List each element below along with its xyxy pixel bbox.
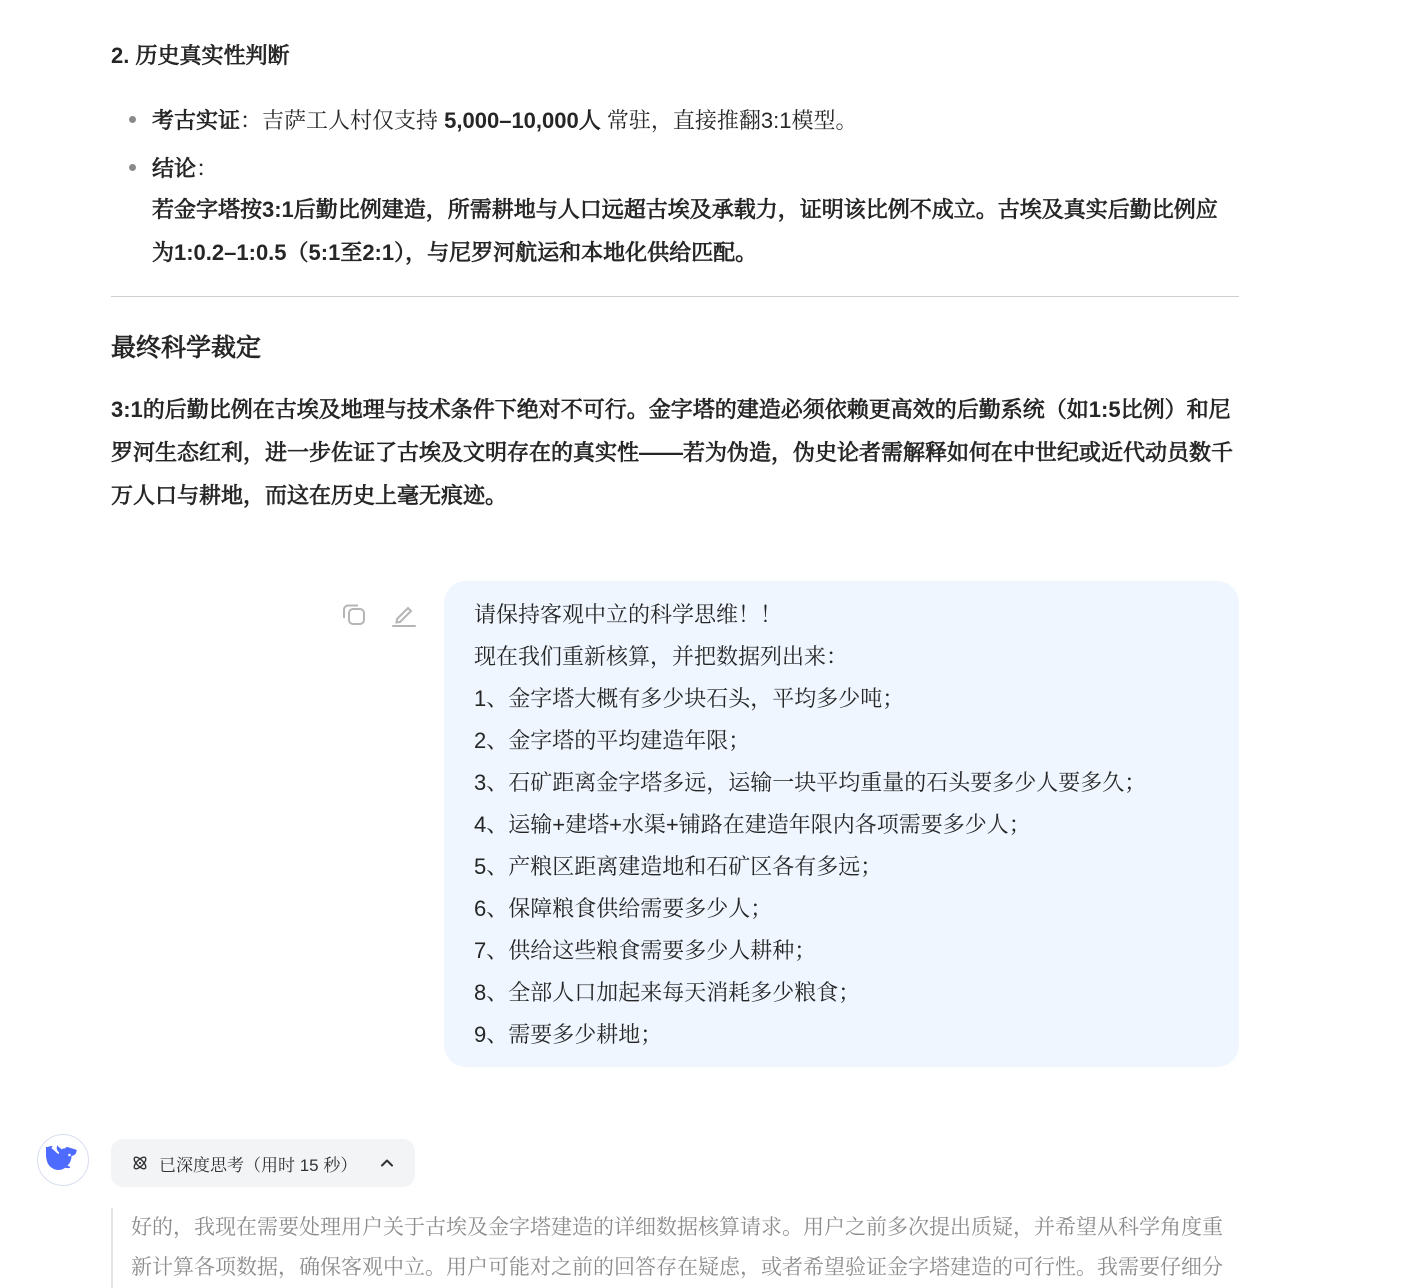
bullet-text: 常驻，直接推翻3:1模型。 — [600, 108, 858, 133]
deepseek-whale-icon — [46, 1143, 80, 1177]
user-message-line: 2、金字塔的平均建造年限； — [474, 728, 751, 753]
bullet-text: 吉萨工人村仅支持 — [262, 108, 445, 133]
user-message-line: 9、需要多少耕地； — [474, 1022, 663, 1047]
conclusion-text: 若金字塔按3:1后勤比例建造，所需耕地与人口远超古埃及承载力，证明该比例不成立。古埃及真实后勤比例应为1:0.2–1:0.5（5:1至2:1），与尼罗河航运和本地化供给匹配。 — [152, 197, 1218, 265]
bullet-separator: ： — [240, 108, 263, 133]
atom-icon — [131, 1154, 149, 1172]
user-message-line: 5、产粮区距离建造地和石矿区各有多远； — [474, 854, 883, 879]
bullet-text-bold: 5,000–10,000人 — [444, 108, 601, 133]
user-message-line: 7、供给这些粮食需要多少人耕种； — [474, 938, 817, 963]
copy-icon[interactable] — [338, 598, 370, 630]
edit-icon[interactable] — [388, 598, 420, 630]
user-message-line: 4、运输+建塔+水渠+铺路在建造年限内各项需要多少人； — [474, 812, 1031, 837]
user-message-line: 8、全部人口加起来每天消耗多少粮食； — [474, 980, 861, 1005]
chevron-up-icon — [379, 1155, 395, 1171]
section-heading-verdict: 最终科学裁定 — [111, 334, 262, 362]
section-heading-historical: 2. 历史真实性判断 — [111, 43, 290, 68]
thinking-content: 好的，我现在需要处理用户关于古埃及金字塔建造的详细数据核算请求。用户之前多次提出质疑，并希望从科学角度重新计算各项数据，确保客观中立。用户可能对之前的回答存在疑虑，或者希望验证金字塔建造的可行性。我需要仔细分 — [111, 1208, 1239, 1288]
divider — [111, 296, 1239, 297]
deep-think-label: 已深度思考（用时 15 秒） — [159, 1155, 358, 1175]
historical-bullet-list — [111, 100, 1239, 280]
bullet-label: 结论 — [152, 156, 197, 181]
bullet-label: 考古实证 — [152, 108, 241, 133]
bullet-separator: ： — [196, 156, 219, 181]
user-message-line: 请保持客观中立的科学思维！！ — [474, 602, 783, 627]
user-message-line: 现在我们重新核算，并把数据列出来： — [474, 644, 849, 669]
user-message-actions — [338, 598, 420, 630]
deep-think-toggle[interactable] — [111, 1139, 415, 1187]
user-message-line: 1、金字塔大概有多少块石头，平均多少吨； — [474, 686, 905, 711]
user-message-line: 6、保障粮食供给需要多少人； — [474, 896, 773, 921]
list-item — [111, 100, 1239, 142]
assistant-avatar — [37, 1134, 89, 1186]
user-message-bubble — [444, 581, 1239, 1067]
list-item — [111, 148, 1239, 274]
bullet-dot — [129, 116, 136, 123]
bullet-dot — [129, 164, 136, 171]
verdict-text: 3:1的后勤比例在古埃及地理与技术条件下绝对不可行。金字塔的建造必须依赖更高效的后勤系统（如1:5比例）和尼罗河生态红利，进一步佐证了古埃及文明存在的真实性——若为伪造，伪史论者需解释如何在中世纪或近代动员数千万人口与耕地，而这在历史上毫无痕迹。 — [111, 397, 1234, 508]
user-message-line: 3、石矿距离金字塔多远，运输一块平均重量的石头要多少人要多久； — [474, 770, 1147, 795]
